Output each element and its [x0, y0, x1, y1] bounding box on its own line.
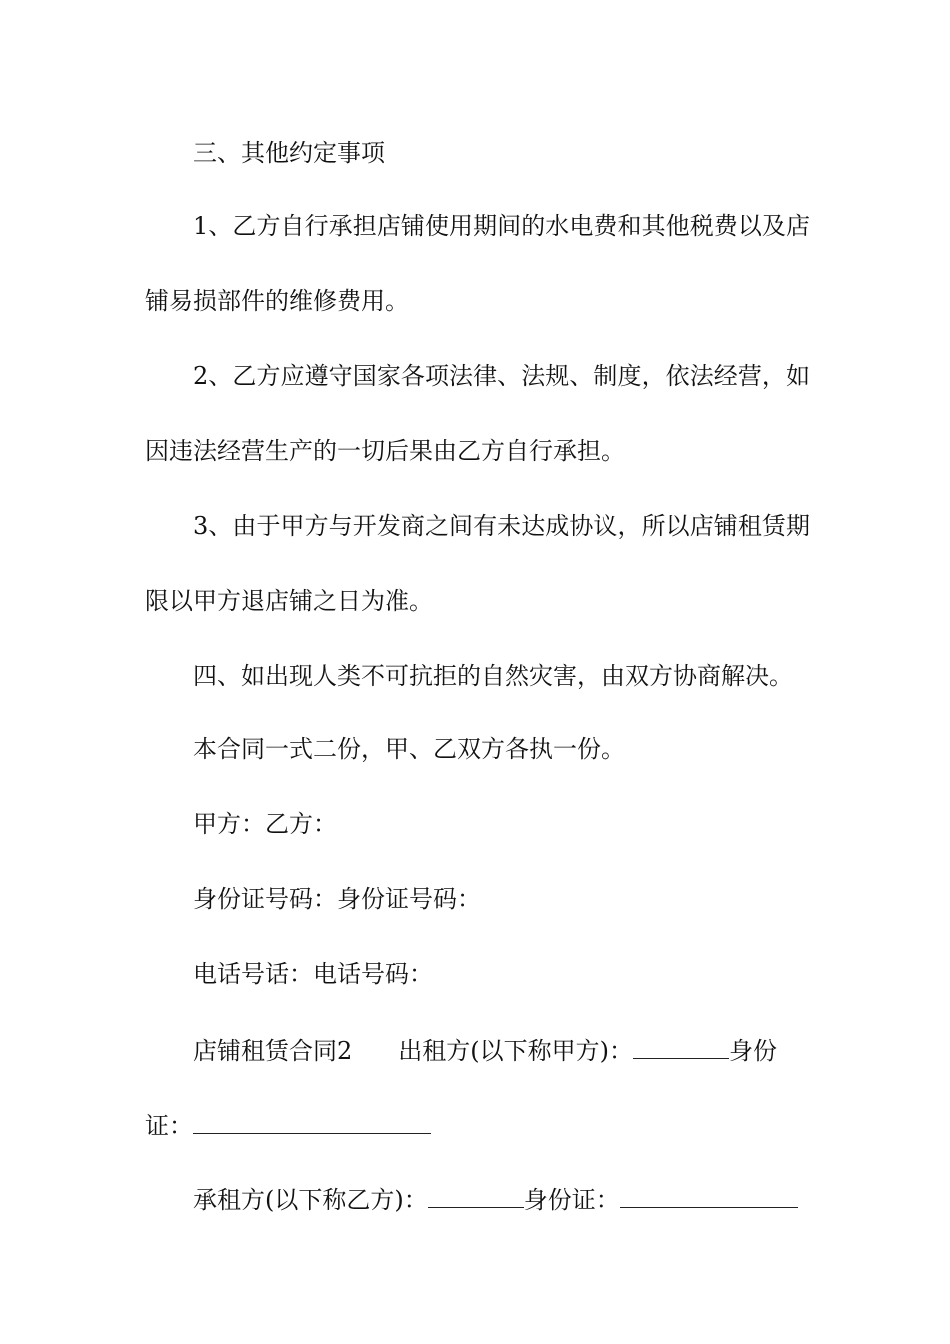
- clause-1-line-1: 1、乙方自行承担店铺使用期间的水电费和其他税费以及店: [193, 212, 810, 240]
- phone-number-fields: 电话号话：电话号码：: [193, 960, 433, 988]
- lessor-id-blank: [193, 1109, 431, 1134]
- clause-3-line-1: 3、由于甲方与开发商之间有未达成协议，所以店铺租赁期: [193, 512, 810, 540]
- clause-2-line-1: 2、乙方应遵守国家各项法律、法规、制度，依法经营，如: [193, 362, 810, 390]
- party-signatures: 甲方：乙方：: [193, 810, 337, 838]
- lessor-name-blank: [633, 1034, 729, 1059]
- lessor-id-label-part2: 证：: [145, 1112, 193, 1140]
- lessor-id-line: [145, 1109, 810, 1142]
- section-four-natural-disaster: 四、如出现人类不可抗拒的自然灾害，由双方协商解决。: [193, 662, 793, 690]
- section-heading-other-terms: 三、其他约定事项: [193, 139, 385, 167]
- contract-2-header-line: [145, 1034, 810, 1067]
- lessee-label: 承租方(以下称乙方)：: [193, 1186, 428, 1214]
- lessee-id-label: 身份证：: [523, 1186, 620, 1214]
- contract-2-title: 店铺租赁合同2: [193, 1037, 353, 1065]
- lessee-name-blank: [428, 1183, 524, 1208]
- id-number-fields: 身份证号码：身份证号码：: [193, 885, 481, 913]
- clause-2-line-2: 因违法经营生产的一切后果由乙方自行承担。: [145, 437, 625, 465]
- lessee-id-blank: [620, 1183, 798, 1208]
- clause-1-line-2: 铺易损部件的维修费用。: [145, 287, 409, 315]
- lessor-id-label-part1: 身份: [729, 1037, 778, 1065]
- clause-3-line-2: 限以甲方退店铺之日为准。: [145, 587, 433, 615]
- lessor-label: 出租方(以下称甲方)：: [398, 1037, 634, 1065]
- lessee-line: [145, 1183, 810, 1216]
- copies-statement: 本合同一式二份，甲、乙双方各执一份。: [193, 735, 625, 763]
